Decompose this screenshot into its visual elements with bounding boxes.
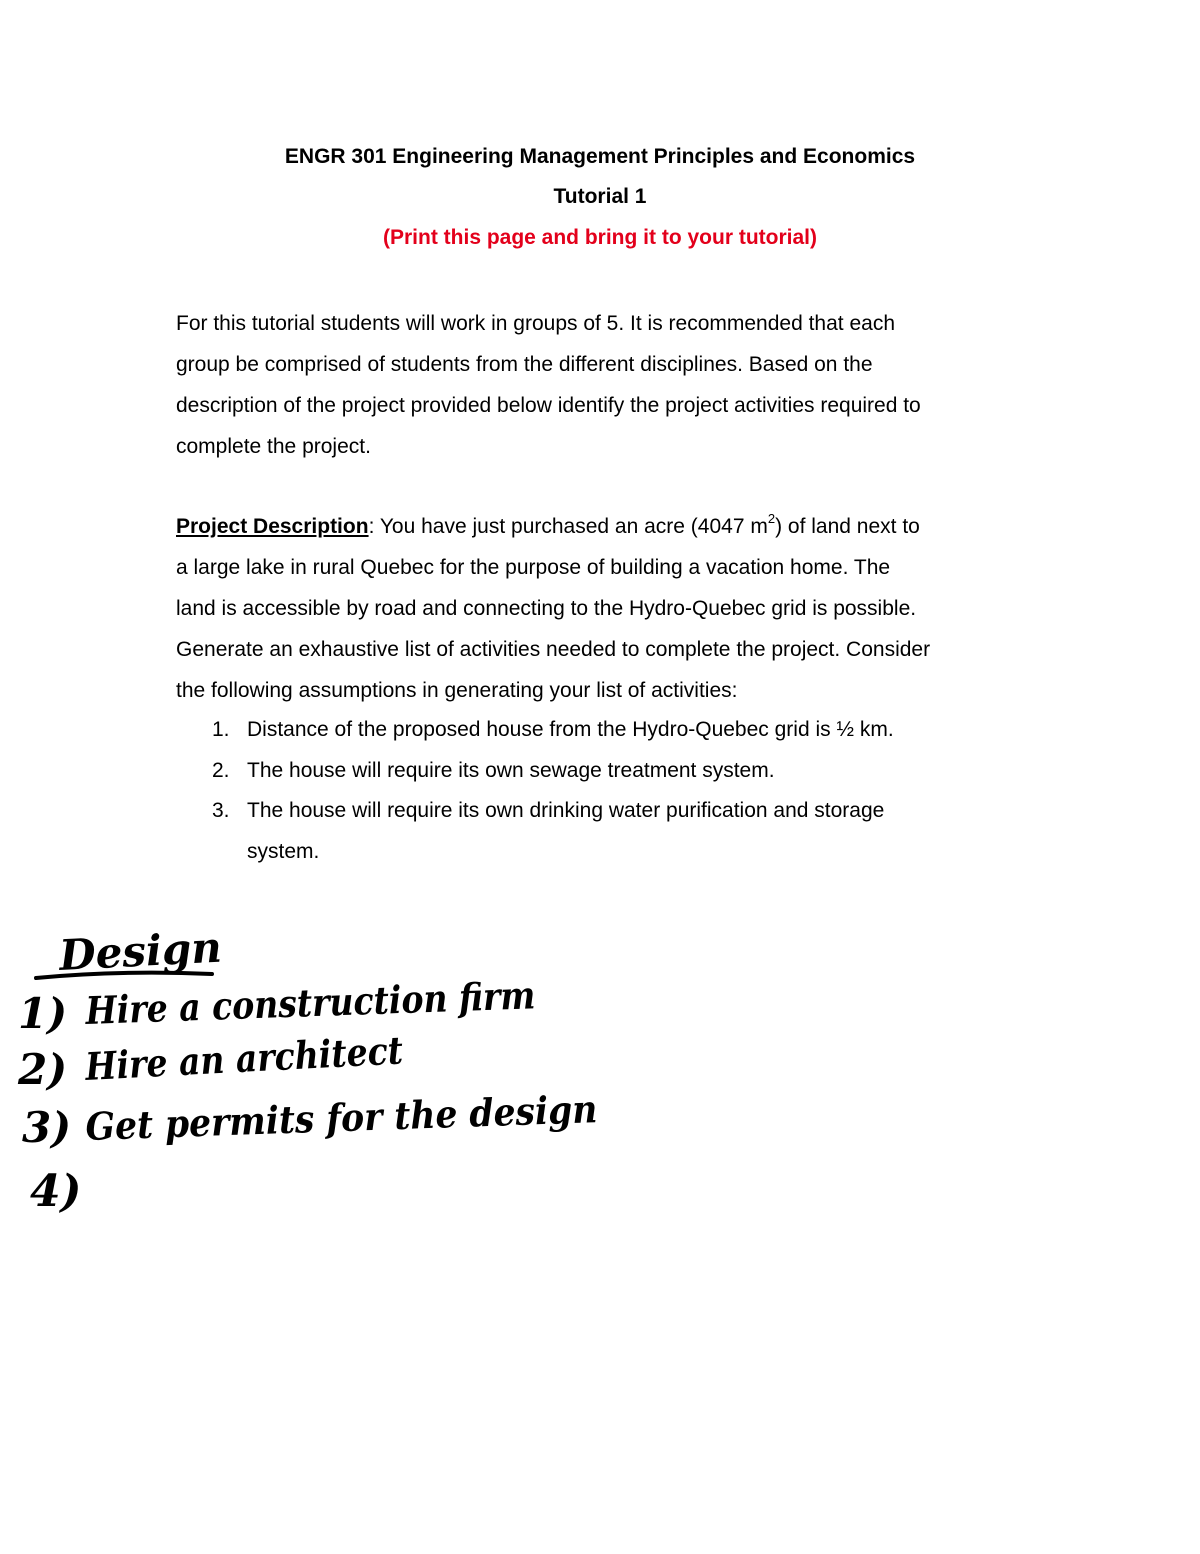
handwritten-number: 1) [18, 989, 68, 1038]
project-text: ) of land next to [775, 515, 920, 538]
project-description [176, 506, 1046, 711]
list-item [212, 751, 1032, 792]
handwritten-notes [0, 900, 1200, 1260]
list-number: 2. [212, 758, 230, 782]
project-line: the following assumptions in generating your list of activities: [176, 679, 738, 702]
handwritten-heading: Design [57, 922, 223, 980]
intro-line: For this tutorial students will work in groups of 5. It is recommended that each [176, 312, 895, 335]
intro-line: group be comprised of students from the different disciplines. Based on the [176, 353, 873, 376]
list-number: 3. [212, 799, 230, 822]
list-text: system. [247, 839, 320, 863]
list-text: The house will require its own sewage treatment system. [247, 758, 775, 782]
handwritten-number: 3) [22, 1103, 72, 1152]
intro-line: description of the project provided below identify the project activities required to [176, 394, 921, 417]
list-item [212, 710, 1032, 751]
handwritten-number: 4) [30, 1166, 82, 1217]
project-text: : You have just purchased an acre (4047 m [368, 515, 768, 538]
intro-paragraph [176, 303, 1046, 467]
project-line: land is accessible by road and connecting to the Hydro-Quebec grid is possible. [176, 597, 917, 620]
assumptions-list [212, 710, 1032, 872]
handwritten-item: Hire a construction firm [84, 969, 604, 1033]
handwritten-item: Hire an architect [84, 1024, 452, 1089]
project-line: Generate an exhaustive list of activities needed to complete the project. Consider [176, 638, 931, 661]
list-text: The house will require its own drinking water purification and storage [247, 799, 885, 822]
project-line: a large lake in rural Quebec for the purpose of building a vacation home. The [176, 556, 891, 579]
superscript: 2 [767, 511, 776, 526]
handwritten-item: Get permits for the design [84, 1084, 650, 1149]
project-description-label: Project Description [176, 515, 369, 538]
list-item [212, 791, 1032, 872]
print-instruction: (Print this page and bring it to your tutorial) [383, 226, 817, 249]
project-description-first-line [176, 506, 1046, 547]
intro-line: complete the project. [176, 435, 371, 458]
course-title: ENGR 301 Engineering Management Principles and Economics [284, 145, 916, 168]
handwritten-number: 2) [18, 1045, 68, 1094]
list-number: 1. [212, 718, 230, 741]
tutorial-title: Tutorial 1 [553, 185, 647, 208]
list-text: Distance of the proposed house from the Hydro-Quebec grid is ½ km. [247, 718, 894, 741]
